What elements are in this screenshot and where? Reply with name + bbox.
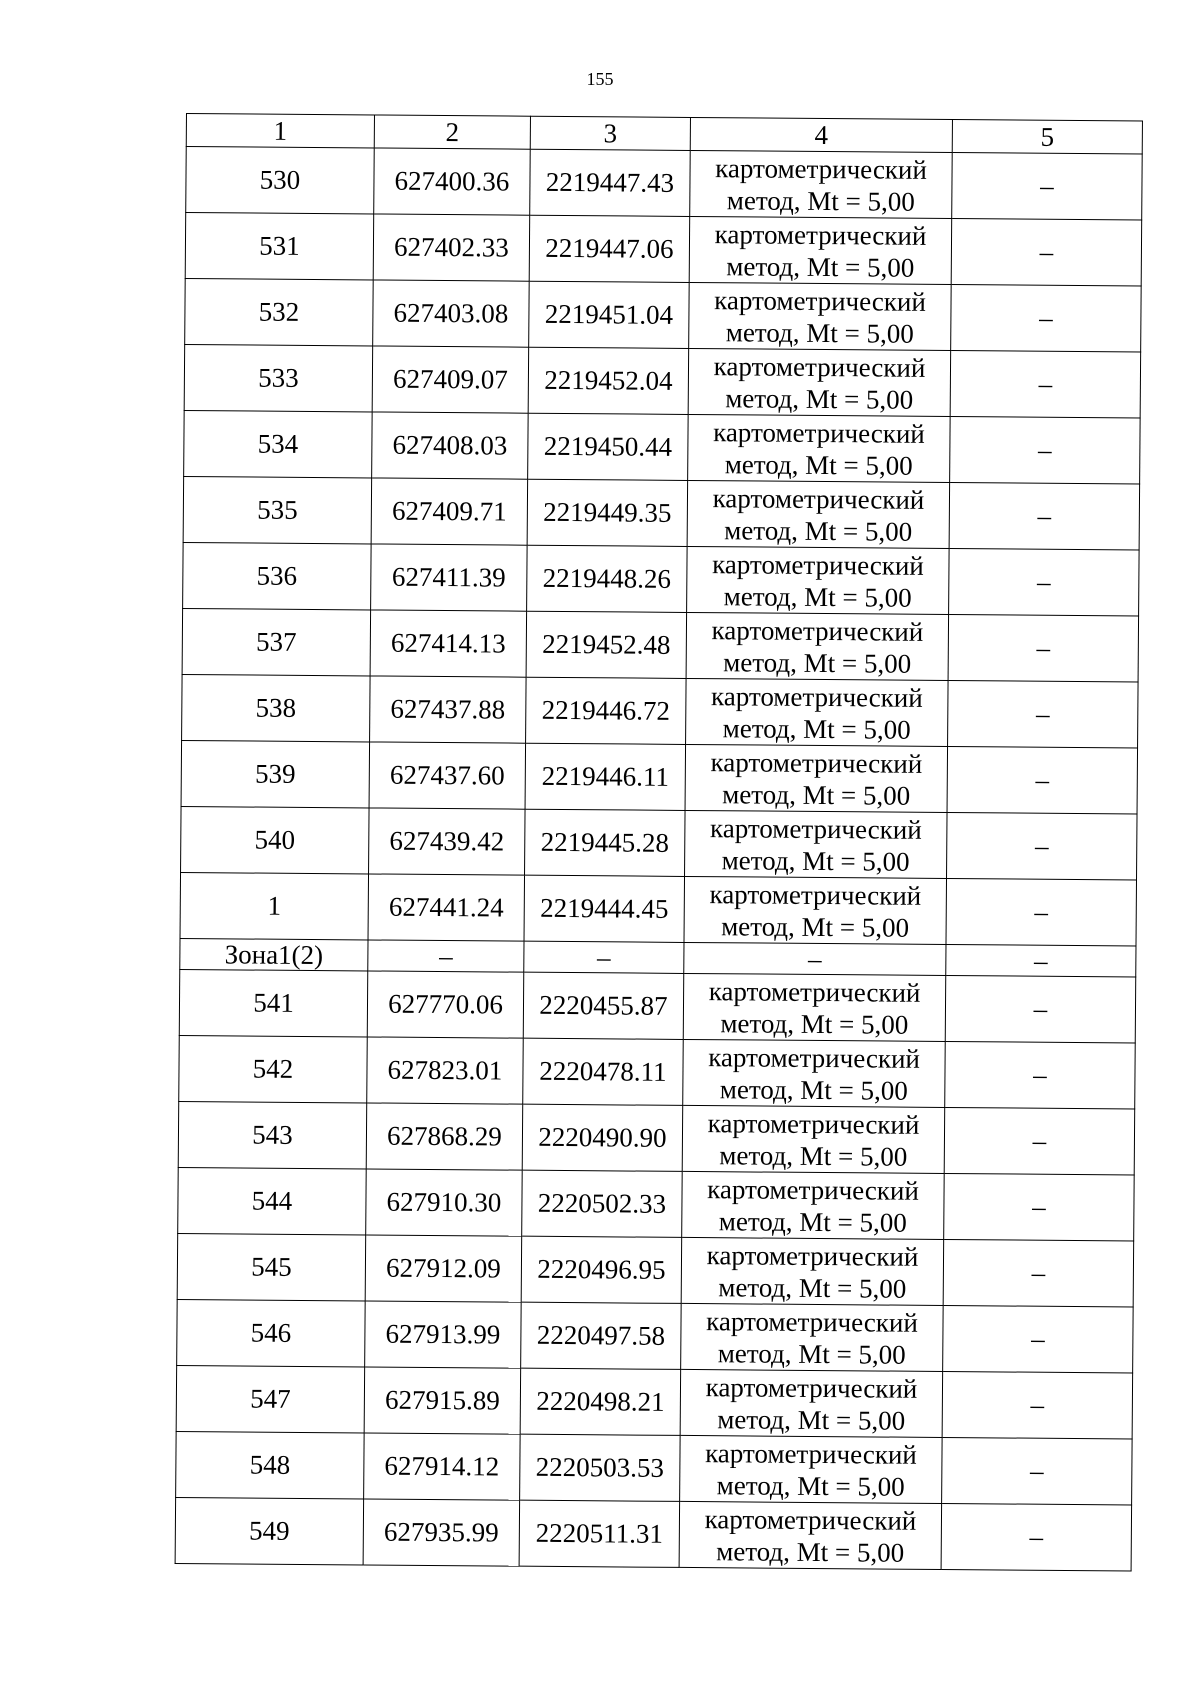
- method-line-2: метод, Mt = 5,00: [717, 1403, 906, 1436]
- method-line-1: картометрический: [704, 1503, 917, 1536]
- page-number: 155: [586, 69, 614, 89]
- zone-dash-cell: –: [524, 941, 684, 973]
- method-line-1: картометрический: [707, 1173, 920, 1206]
- method-line-1: картометрический: [714, 284, 926, 317]
- y-coordinate-cell: 2220511.31: [519, 1500, 680, 1567]
- point-number-cell: 539: [181, 740, 370, 807]
- column-5-cell: –: [942, 1371, 1133, 1438]
- column-5-cell: –: [950, 351, 1141, 418]
- method-line-1: картометрический: [712, 482, 925, 515]
- point-number-cell: 533: [184, 344, 373, 411]
- column-5-cell: –: [943, 1239, 1134, 1306]
- method-line-1: картометрический: [707, 1107, 920, 1140]
- method-cell: [681, 1237, 944, 1305]
- method-line-1: картометрический: [708, 1041, 921, 1074]
- x-coordinate-cell: 627414.13: [370, 610, 527, 677]
- method-cell: [684, 876, 947, 944]
- method-line-2: метод, Mt = 5,00: [719, 1073, 908, 1106]
- y-coordinate-cell: 2220496.95: [521, 1236, 682, 1303]
- table-row: [184, 344, 1140, 418]
- table-row: [185, 278, 1141, 352]
- table-row: [183, 476, 1139, 550]
- method-line-1: картометрический: [705, 1371, 918, 1404]
- method-line-2: метод, Mt = 5,00: [719, 1139, 908, 1172]
- column-number-cell: 4: [690, 117, 952, 152]
- method-line-2: метод, Mt = 5,00: [716, 1469, 905, 1502]
- table-row: [186, 147, 1142, 221]
- y-coordinate-cell: 2219444.45: [524, 875, 685, 942]
- column-5-cell: –: [950, 417, 1141, 484]
- table-row: [177, 1233, 1133, 1307]
- method-cell: [689, 282, 952, 350]
- x-coordinate-cell: 627441.24: [368, 874, 525, 941]
- x-coordinate-cell: 627868.29: [366, 1103, 523, 1170]
- column-number-cell: 5: [952, 120, 1142, 154]
- method-cell: [683, 973, 946, 1041]
- method-line-1: картометрический: [713, 416, 925, 449]
- column-5-cell: –: [941, 1503, 1132, 1570]
- point-number-cell: 542: [179, 1035, 368, 1102]
- table-row: [179, 969, 1135, 1043]
- method-line-2: метод, Mt = 5,00: [723, 580, 912, 613]
- table-row: [182, 608, 1138, 682]
- method-line-2: метод, Mt = 5,00: [720, 1007, 909, 1040]
- y-coordinate-cell: 2219449.35: [527, 479, 688, 546]
- point-number-cell: 531: [185, 213, 374, 280]
- column-5-cell: –: [951, 285, 1142, 352]
- table-row: [183, 542, 1139, 616]
- method-line-2: метод, Mt = 5,00: [717, 1337, 906, 1370]
- method-line-1: картометрический: [710, 680, 923, 713]
- y-coordinate-cell: 2219446.11: [525, 743, 686, 810]
- y-coordinate-cell: 2219452.48: [526, 611, 687, 678]
- method-line-2: метод, Mt = 5,00: [716, 1535, 905, 1568]
- method-cell: [690, 150, 953, 218]
- point-number-cell: 530: [186, 147, 375, 214]
- method-line-1: картометрический: [708, 975, 921, 1008]
- y-coordinate-cell: 2220498.21: [520, 1368, 681, 1435]
- table-row: [184, 410, 1140, 484]
- zone-dash-cell: –: [946, 944, 1136, 976]
- column-5-cell: –: [948, 615, 1139, 682]
- x-coordinate-cell: 627935.99: [363, 1499, 520, 1566]
- method-line-2: метод, Mt = 5,00: [718, 1271, 907, 1304]
- method-cell: [683, 1039, 946, 1107]
- x-coordinate-cell: 627437.60: [369, 742, 526, 809]
- y-coordinate-cell: 2219451.04: [529, 281, 690, 348]
- method-line-2: метод, Mt = 5,00: [718, 1205, 907, 1238]
- point-number-cell: 547: [176, 1365, 365, 1432]
- column-number-cell: 2: [374, 115, 530, 149]
- method-cell: [689, 216, 952, 284]
- x-coordinate-cell: 627437.88: [370, 676, 527, 743]
- method-line-1: картометрический: [709, 812, 922, 845]
- point-number-cell: 544: [178, 1167, 367, 1234]
- method-cell: [686, 612, 949, 680]
- point-number-cell: 536: [183, 542, 372, 609]
- coordinates-table-body: [175, 114, 1142, 1571]
- table-row: [180, 872, 1136, 946]
- method-line-1: картометрический: [715, 152, 928, 185]
- table-row: [181, 740, 1137, 814]
- method-line-2: метод, Mt = 5,00: [725, 382, 914, 415]
- method-line-1: картометрический: [713, 350, 926, 383]
- column-5-cell: –: [945, 1041, 1136, 1108]
- column-5-cell: –: [952, 153, 1143, 220]
- coordinates-table: [175, 113, 1143, 1571]
- column-5-cell: –: [946, 878, 1137, 945]
- method-line-1: картометрический: [711, 614, 924, 647]
- table-row: [182, 674, 1138, 748]
- point-number-cell: 537: [182, 608, 371, 675]
- column-5-cell: –: [949, 483, 1140, 550]
- table-row: [177, 1299, 1133, 1373]
- y-coordinate-cell: 2219447.43: [530, 149, 691, 216]
- y-coordinate-cell: 2219450.44: [528, 413, 689, 480]
- column-5-cell: –: [944, 1173, 1135, 1240]
- column-5-cell: –: [944, 1107, 1135, 1174]
- method-line-2: метод, Mt = 5,00: [721, 844, 910, 877]
- x-coordinate-cell: 627914.12: [364, 1433, 521, 1500]
- method-cell: [680, 1435, 943, 1503]
- method-cell: [682, 1171, 945, 1239]
- method-cell: [679, 1501, 942, 1569]
- method-cell: [688, 414, 951, 482]
- y-coordinate-cell: 2219446.72: [526, 677, 687, 744]
- column-number-cell: 1: [186, 114, 374, 148]
- method-cell: [682, 1105, 945, 1173]
- column-5-cell: –: [951, 219, 1142, 286]
- x-coordinate-cell: 627823.01: [367, 1037, 524, 1104]
- point-number-cell: 548: [176, 1431, 365, 1498]
- table-row: [181, 806, 1137, 880]
- table-row: [175, 1497, 1131, 1571]
- point-number-cell: 1: [180, 872, 369, 939]
- point-number-cell: 535: [183, 476, 372, 543]
- x-coordinate-cell: 627770.06: [367, 971, 524, 1038]
- x-coordinate-cell: 627411.39: [371, 544, 528, 611]
- method-line-2: метод, Mt = 5,00: [721, 910, 910, 943]
- method-cell: [681, 1303, 944, 1371]
- method-line-2: метод, Mt = 5,00: [723, 646, 912, 679]
- x-coordinate-cell: 627402.33: [373, 214, 530, 281]
- x-coordinate-cell: 627910.30: [366, 1169, 523, 1236]
- point-number-cell: 543: [178, 1101, 367, 1168]
- method-line-2: метод, Mt = 5,00: [726, 250, 915, 283]
- table-row: [176, 1431, 1132, 1505]
- column-5-cell: –: [945, 975, 1136, 1042]
- method-cell: [688, 348, 951, 416]
- x-coordinate-cell: 627403.08: [373, 280, 530, 347]
- table-row: [178, 1167, 1134, 1241]
- method-line-2: метод, Mt = 5,00: [724, 448, 913, 481]
- y-coordinate-cell: 2220497.58: [521, 1302, 682, 1369]
- method-line-1: картометрический: [709, 878, 922, 911]
- method-cell: [687, 546, 950, 614]
- column-5-cell: –: [942, 1437, 1133, 1504]
- table-row: [178, 1101, 1134, 1175]
- point-number-cell: 538: [182, 674, 371, 741]
- y-coordinate-cell: 2220503.53: [520, 1434, 681, 1501]
- x-coordinate-cell: 627400.36: [374, 148, 531, 215]
- zone-label-cell: Зона1(2): [180, 938, 368, 970]
- method-cell: [685, 810, 948, 878]
- point-number-cell: 540: [181, 806, 370, 873]
- method-line-2: метод, Mt = 5,00: [724, 514, 913, 547]
- method-line-1: картометрический: [710, 746, 923, 779]
- column-number-cell: 3: [530, 116, 690, 150]
- y-coordinate-cell: 2220490.90: [522, 1104, 683, 1171]
- y-coordinate-cell: 2220455.87: [523, 972, 684, 1039]
- method-cell: [686, 678, 949, 746]
- column-5-cell: –: [943, 1305, 1134, 1372]
- method-line-1: картометрический: [706, 1305, 918, 1338]
- method-line-1: картометрический: [706, 1239, 919, 1272]
- point-number-cell: 546: [177, 1299, 366, 1366]
- y-coordinate-cell: 2219445.28: [525, 809, 686, 876]
- x-coordinate-cell: 627913.99: [365, 1301, 522, 1368]
- x-coordinate-cell: 627409.71: [371, 478, 528, 545]
- point-number-cell: 534: [184, 410, 373, 477]
- column-5-cell: –: [949, 549, 1140, 616]
- y-coordinate-cell: 2219447.06: [529, 215, 690, 282]
- method-line-1: картометрический: [705, 1437, 917, 1470]
- method-line-2: метод, Mt = 5,00: [726, 184, 915, 217]
- y-coordinate-cell: 2219452.04: [528, 347, 689, 414]
- x-coordinate-cell: 627409.07: [372, 346, 529, 413]
- y-coordinate-cell: 2220478.11: [523, 1038, 684, 1105]
- method-line-2: метод, Mt = 5,00: [722, 778, 911, 811]
- y-coordinate-cell: 2219448.26: [527, 545, 688, 612]
- zone-dash-cell: –: [684, 942, 946, 975]
- point-number-cell: 545: [177, 1233, 366, 1300]
- method-line-1: картометрический: [714, 218, 927, 251]
- method-cell: [685, 744, 948, 812]
- column-5-cell: –: [947, 747, 1138, 814]
- point-number-cell: 549: [175, 1497, 364, 1564]
- x-coordinate-cell: 627915.89: [364, 1367, 521, 1434]
- coordinates-table-container: [175, 113, 1142, 1571]
- point-number-cell: 532: [185, 278, 374, 345]
- point-number-cell: 541: [179, 969, 368, 1036]
- table-row: [176, 1365, 1132, 1439]
- x-coordinate-cell: 627439.42: [369, 808, 526, 875]
- column-5-cell: –: [947, 812, 1138, 879]
- table-row: [179, 1035, 1135, 1109]
- table-row: [185, 213, 1141, 287]
- column-5-cell: –: [948, 681, 1139, 748]
- method-cell: [687, 480, 950, 548]
- method-line-1: картометрический: [712, 548, 924, 581]
- x-coordinate-cell: 627912.09: [365, 1235, 522, 1302]
- zone-dash-cell: –: [368, 940, 524, 972]
- method-cell: [680, 1369, 943, 1437]
- x-coordinate-cell: 627408.03: [372, 412, 529, 479]
- y-coordinate-cell: 2220502.33: [522, 1170, 683, 1237]
- method-line-2: метод, Mt = 5,00: [722, 712, 911, 745]
- method-line-2: метод, Mt = 5,00: [725, 316, 914, 349]
